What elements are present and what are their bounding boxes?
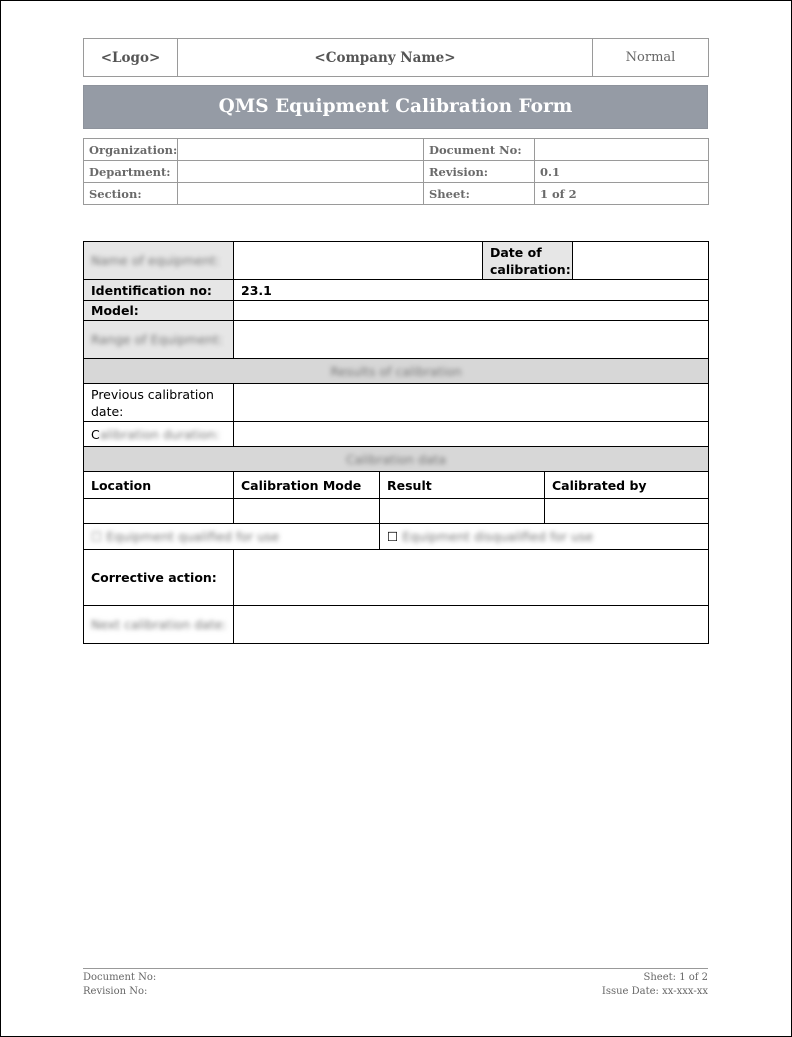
calibrated-by-cell[interactable] xyxy=(545,499,709,524)
section-value[interactable] xyxy=(178,183,424,205)
equipment-name-value[interactable] xyxy=(234,242,483,280)
calibration-mode-cell[interactable] xyxy=(234,499,380,524)
model-value[interactable] xyxy=(234,301,709,321)
revision-value[interactable]: 0.1 xyxy=(535,161,709,183)
range-value[interactable] xyxy=(234,321,709,359)
next-calibration-label: Next calibration date: xyxy=(84,606,234,644)
checkbox-icon[interactable]: ☐ xyxy=(387,529,399,544)
revision-label: Revision: xyxy=(424,161,535,183)
header-table xyxy=(83,38,709,77)
organization-label: Organization: xyxy=(84,139,178,161)
page-footer xyxy=(83,968,708,997)
result-cell[interactable] xyxy=(380,499,545,524)
footer-issue-date: Issue Date: xx-xxx-xx xyxy=(601,986,708,997)
column-calibration-mode: Calibration Mode xyxy=(234,472,380,499)
company-name: <Company Name> xyxy=(178,39,593,77)
column-result: Result xyxy=(380,472,545,499)
calibration-form-table xyxy=(83,241,709,644)
previous-calibration-value[interactable] xyxy=(234,384,709,422)
corrective-action-label: Corrective action: xyxy=(84,550,234,606)
department-value[interactable] xyxy=(178,161,424,183)
identification-value[interactable]: 23.1 xyxy=(234,280,709,301)
sheet-label: Sheet: xyxy=(424,183,535,205)
range-label: Range of Equipment: xyxy=(84,321,234,359)
document-meta-table xyxy=(83,138,709,205)
next-calibration-value[interactable] xyxy=(234,606,709,644)
checkbox-icon[interactable]: ☐ xyxy=(91,529,103,544)
section-label: Section: xyxy=(84,183,178,205)
previous-calibration-label: Previous calibration date: xyxy=(84,384,234,422)
classification-label: Normal xyxy=(593,39,709,77)
calibration-date-value[interactable] xyxy=(573,242,709,280)
column-location: Location xyxy=(84,472,234,499)
identification-label: Identification no: xyxy=(84,280,234,301)
model-label: Model: xyxy=(84,301,234,321)
equipment-disqualified-option[interactable]: ☐ Equipment disqualified for use xyxy=(380,524,709,550)
document-no-value[interactable] xyxy=(535,139,709,161)
results-section-heading: Results of calibration xyxy=(84,359,709,384)
logo-placeholder: <Logo> xyxy=(84,39,178,77)
calibration-date-label: Date of calibration: xyxy=(483,242,573,280)
sheet-value[interactable]: 1 of 2 xyxy=(535,183,709,205)
equipment-qualified-option[interactable]: ☐ Equipment qualified for use xyxy=(84,524,380,550)
footer-document-no: Document No: xyxy=(83,972,157,983)
calibration-duration-value[interactable] xyxy=(234,422,709,447)
data-section-heading: Calibration data xyxy=(84,447,709,472)
calibration-duration-label: Calibration duration: xyxy=(84,422,234,447)
department-label: Department: xyxy=(84,161,178,183)
column-calibrated-by: Calibrated by xyxy=(545,472,709,499)
corrective-action-value[interactable] xyxy=(234,550,709,606)
footer-sheet: Sheet: 1 of 2 xyxy=(643,972,708,983)
organization-value[interactable] xyxy=(178,139,424,161)
form-title: QMS Equipment Calibration Form xyxy=(83,85,708,129)
footer-revision-no: Revision No: xyxy=(83,986,148,997)
equipment-name-label: Name of equipment: xyxy=(84,242,234,280)
document-no-label: Document No: xyxy=(424,139,535,161)
location-cell[interactable] xyxy=(84,499,234,524)
